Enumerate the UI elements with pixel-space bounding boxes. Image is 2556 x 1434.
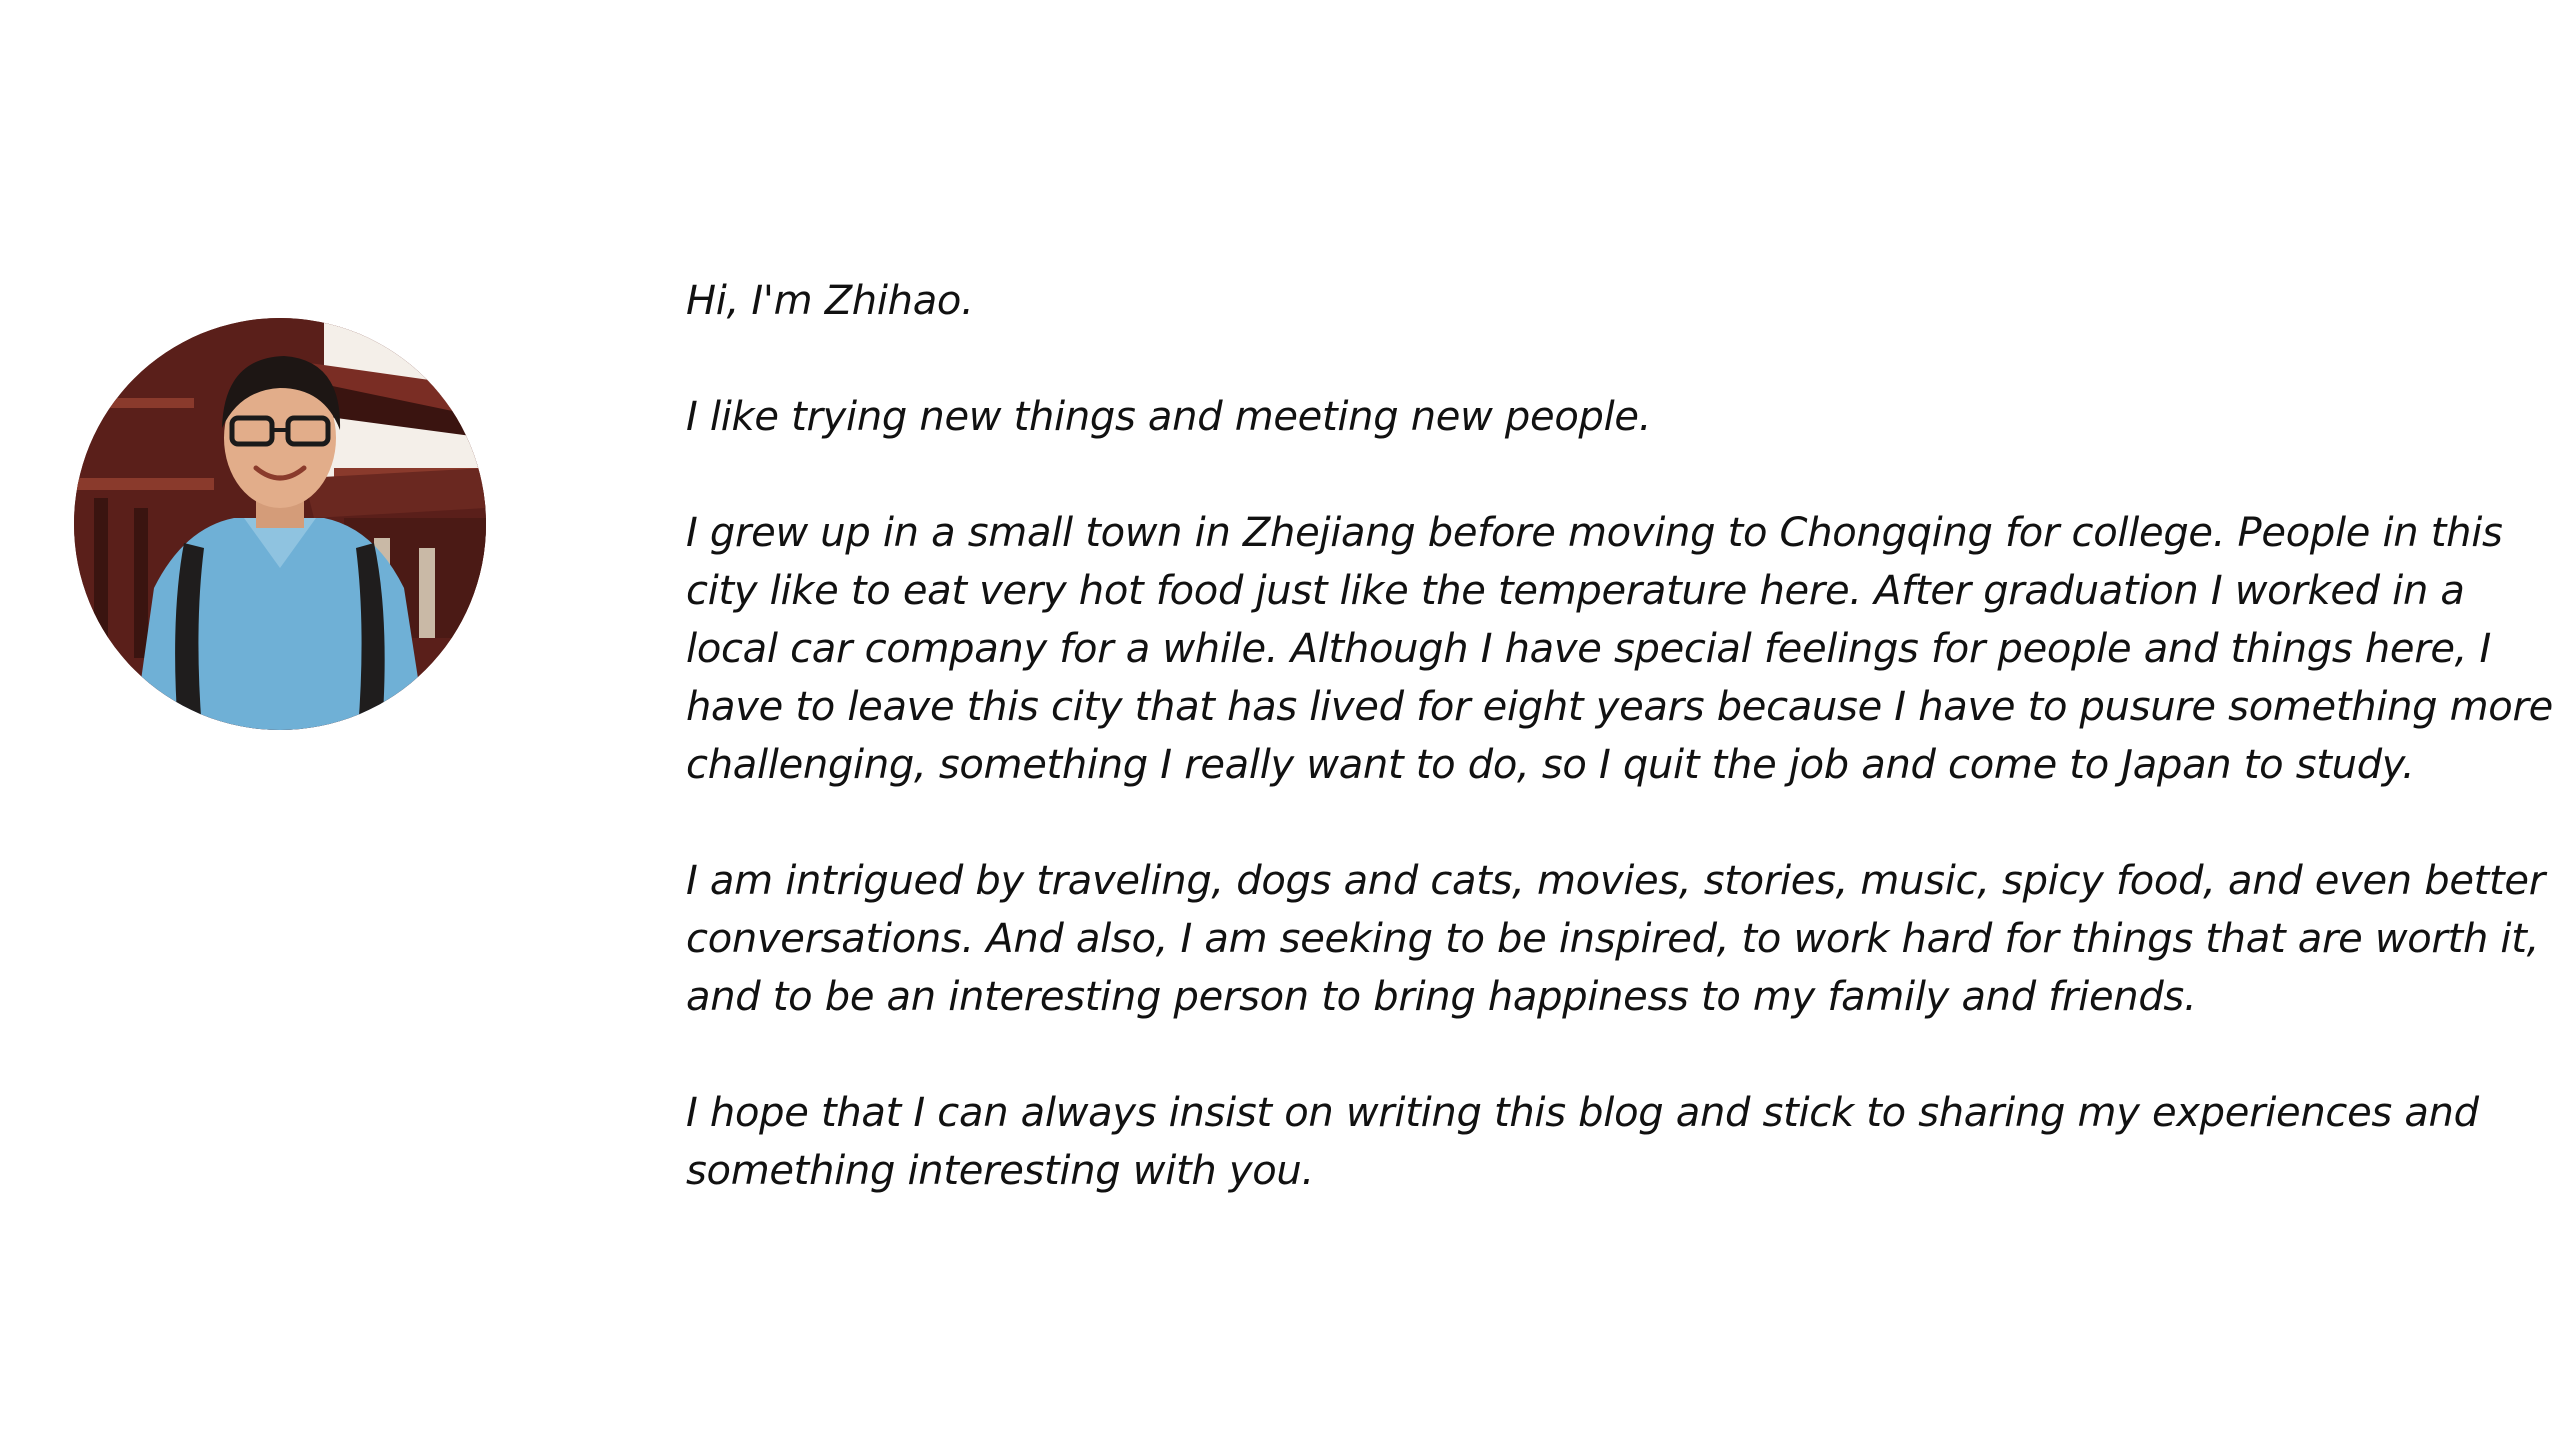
- bio-paragraph: I like trying new things and meeting new people.: [686, 394, 1652, 440]
- bio-paragraph: I grew up in a small town in Zhejiang before moving to Chongqing for college. People in this city like to eat very hot food just like the temperature here. After graduation I worked in a local car company for a while. Although I have special feelings for people and things here, I have to leave this city that has lived for eight years because I have to pusure something more challenging, something I really want to do, so I quit the job and come to Japan to study.: [686, 510, 2553, 788]
- avatar: [74, 318, 486, 730]
- bio-section: [686, 272, 2556, 1200]
- bio-greeting: Hi, I'm Zhihao.: [686, 278, 974, 324]
- bio-paragraph: I hope that I can always insist on writing this blog and stick to sharing my experiences and something interesting with you.: [686, 1090, 2479, 1194]
- profile-photo-icon: [74, 318, 486, 730]
- bio-paragraph: I am intrigued by traveling, dogs and cats, movies, stories, music, spicy food, and even better conversations. And also, I am seeking to be inspired, to work hard for things that are worth it, and to be an interesting person to bring happiness to my family and friends.: [686, 858, 2545, 1020]
